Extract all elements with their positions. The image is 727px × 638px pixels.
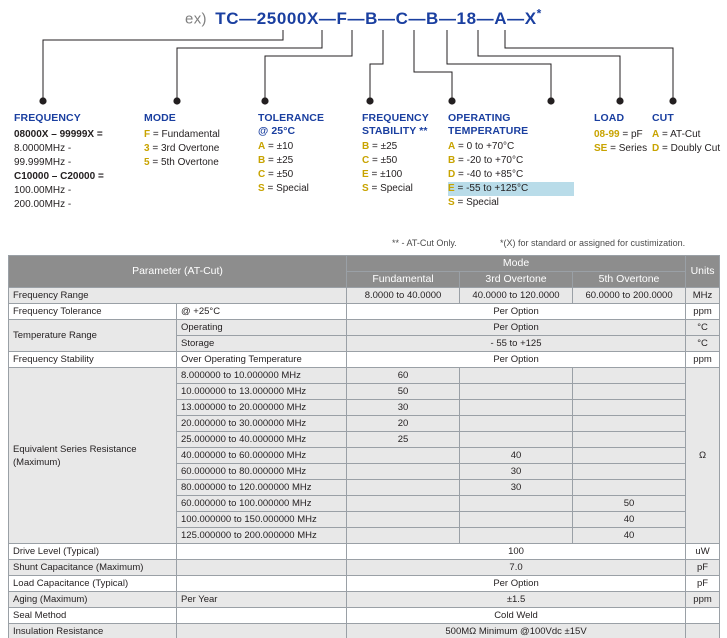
header-units: Units — [686, 256, 720, 288]
row-value: ±1.5 — [347, 592, 686, 608]
row-subparam: 60.000000 to 80.000000 MHz — [177, 464, 347, 480]
row-subparam: Storage — [177, 336, 347, 352]
legend-title-stability: FREQUENCY — [362, 112, 429, 124]
row-subparam: 40.000000 to 60.000000 MHz — [177, 448, 347, 464]
row-value — [460, 400, 573, 416]
row-value: - 55 to +125 — [347, 336, 686, 352]
legend-text: = ±25 — [372, 141, 398, 152]
row-value — [460, 528, 573, 544]
legend-title-optemp: OPERATING — [448, 112, 511, 124]
row-subparam — [177, 576, 347, 592]
row-value — [573, 416, 686, 432]
row-value — [347, 448, 460, 464]
row-value: 40 — [573, 512, 686, 528]
row-value: 50 — [573, 496, 686, 512]
row-units: pF — [686, 560, 720, 576]
legend-text: = pF — [622, 128, 643, 140]
row-subparam: 20.000000 to 30.000000 MHz — [177, 416, 347, 432]
legend-item — [258, 182, 366, 196]
legend-item — [448, 196, 574, 210]
row-subparam — [177, 608, 347, 624]
row-param-esr: Equivalent Series Resistance (Maximum) — [9, 368, 177, 544]
row-value: 60.0000 to 200.0000 — [573, 288, 686, 304]
row-value: 40 — [460, 448, 573, 464]
legend-item — [144, 142, 256, 156]
row-param: Seal Method — [9, 608, 177, 624]
row-value — [573, 480, 686, 496]
legend-text: = Doubly Cut — [662, 142, 721, 154]
legend-item — [448, 154, 574, 168]
row-param: Frequency Range — [9, 288, 347, 304]
row-units: ppm — [686, 304, 720, 320]
row-units: ppm — [686, 592, 720, 608]
row-param: Frequency Stability — [9, 352, 177, 368]
table-header-row-1 — [9, 256, 720, 272]
row-subparam: 13.000000 to 20.000000 MHz — [177, 400, 347, 416]
row-value: 100 — [347, 544, 686, 560]
row-units: °C — [686, 320, 720, 336]
legend-item — [258, 140, 366, 154]
row-value — [347, 528, 460, 544]
row-subparam — [177, 624, 347, 638]
legend-text: = ±50 — [268, 169, 294, 180]
row-value: Per Option — [347, 320, 686, 336]
table-row — [9, 624, 720, 638]
legend-key: 3 — [144, 142, 150, 154]
legend-text: = ±100 — [371, 169, 403, 180]
legend-col-operating-temperature — [448, 112, 574, 210]
row-value — [347, 496, 460, 512]
legend-key: 08-99 — [594, 128, 620, 140]
row-value — [573, 368, 686, 384]
legend-subtitle-tolerance: @ 25°C — [258, 124, 296, 137]
row-subparam — [177, 544, 347, 560]
specification-table — [8, 255, 720, 638]
legend-text: = 5th Overtone — [152, 156, 219, 168]
row-units: pF — [686, 576, 720, 592]
legend-key: S — [258, 183, 265, 194]
row-subparam: 25.000000 to 40.000000 MHz — [177, 432, 347, 448]
legend-col-frequency — [14, 112, 142, 212]
row-value: Per Option — [347, 304, 686, 320]
example-star: * — [536, 6, 542, 20]
row-value: 500MΩ Minimum @100Vdc ±15V — [347, 624, 686, 638]
row-value — [347, 512, 460, 528]
legend-text: = -55 to +125°C — [457, 183, 529, 194]
row-subparam: 100.000000 to 150.000000 MHz — [177, 512, 347, 528]
example-label: ex) — [185, 10, 207, 28]
legend-title-frequency: FREQUENCY — [14, 112, 81, 124]
row-param: Insulation Resistance — [9, 624, 177, 638]
legend-key: D — [652, 142, 660, 154]
table-row — [9, 544, 720, 560]
row-subparam: 10.000000 to 13.000000 MHz — [177, 384, 347, 400]
row-value: 30 — [460, 464, 573, 480]
row-subparam: Operating — [177, 320, 347, 336]
legend-key: B — [448, 155, 456, 166]
row-subparam: 60.000000 to 100.000000 MHz — [177, 496, 347, 512]
legend-item — [258, 154, 366, 168]
row-units — [686, 608, 720, 624]
legend-key: C — [258, 169, 266, 180]
table-row — [9, 320, 720, 336]
row-value: Per Option — [347, 352, 686, 368]
legend-item: 08000X – 99999X = — [14, 128, 103, 140]
row-units: ppm — [686, 352, 720, 368]
row-param: Drive Level (Typical) — [9, 544, 177, 560]
row-value: Per Option — [347, 576, 686, 592]
row-value: 60 — [347, 368, 460, 384]
row-param: Load Capacitance (Typical) — [9, 576, 177, 592]
table-row — [9, 560, 720, 576]
legend-title-load: LOAD — [594, 112, 625, 124]
legend-item — [144, 128, 256, 142]
row-value — [573, 464, 686, 480]
row-subparam: Over Operating Temperature — [177, 352, 347, 368]
row-value — [573, 400, 686, 416]
legend-key: E — [362, 169, 369, 180]
footnote-customization: *(X) for standard or assigned for custimization. — [500, 238, 686, 248]
legend-key: B — [362, 141, 370, 152]
row-value: 20 — [347, 416, 460, 432]
legend-key: C — [362, 155, 370, 166]
row-units — [686, 624, 720, 638]
row-param: Temperature Range — [9, 320, 177, 352]
legend-text: = 3rd Overtone — [152, 142, 220, 154]
legend-key: 5 — [144, 156, 150, 168]
row-subparam: Per Year — [177, 592, 347, 608]
legend-item — [448, 168, 574, 182]
legend-text: = -20 to +70°C — [458, 155, 524, 166]
row-value — [347, 480, 460, 496]
row-value — [460, 512, 573, 528]
row-param: Aging (Maximum) — [9, 592, 177, 608]
legend-title-cut: CUT — [652, 112, 674, 124]
legend-item: 8.0000MHz - — [14, 142, 72, 154]
table-row — [9, 368, 720, 384]
header-mode-fundamental: Fundamental — [347, 272, 460, 288]
row-subparam: 80.000000 to 120.000000 MHz — [177, 480, 347, 496]
example-code: TC—25000X—F—B—C—B—18—A—X* — [215, 6, 542, 28]
row-value: 8.0000 to 40.0000 — [347, 288, 460, 304]
table-row — [9, 304, 720, 320]
row-units: uW — [686, 544, 720, 560]
legend-item: C10000 – C20000 = — [14, 170, 104, 182]
legend-key: F — [144, 128, 151, 140]
row-value: 40.0000 to 120.0000 — [460, 288, 573, 304]
table-row — [9, 576, 720, 592]
footnote-at-cut: ** - AT-Cut Only. — [392, 238, 457, 248]
legend-col-mode — [144, 112, 256, 170]
legend-key: B — [258, 155, 266, 166]
legend-col-cut — [652, 112, 727, 156]
legend-text: = ±50 — [372, 155, 398, 166]
row-units-esr: Ω — [686, 368, 720, 544]
legend-text: = -40 to +85°C — [458, 169, 524, 180]
legend-text: = Special — [457, 197, 499, 208]
row-value — [460, 384, 573, 400]
legend-key: S — [448, 197, 455, 208]
legend-item — [144, 156, 256, 170]
legend-key: E — [448, 183, 455, 194]
table-row — [9, 352, 720, 368]
row-value — [460, 368, 573, 384]
legend-item: 200.00MHz - — [14, 198, 72, 210]
legend-text: = 0 to +70°C — [458, 141, 515, 152]
legend-key: A — [258, 141, 266, 152]
header-mode: Mode — [347, 256, 686, 272]
legend-item — [448, 140, 574, 154]
table-row — [9, 592, 720, 608]
connector-lines — [0, 0, 727, 130]
row-value — [460, 496, 573, 512]
row-value — [460, 432, 573, 448]
row-value: 40 — [573, 528, 686, 544]
legend-text: = Special — [371, 183, 413, 194]
legend-text: = Special — [267, 183, 309, 194]
legend-subtitle-stability: STABILITY ** — [362, 124, 428, 137]
legend-item — [258, 168, 366, 182]
legend-item — [652, 142, 727, 156]
legend-text: = Fundamental — [152, 128, 220, 140]
table-row — [9, 288, 720, 304]
row-value — [573, 384, 686, 400]
legend-key: A — [448, 141, 456, 152]
row-param: Shunt Capacitance (Maximum) — [9, 560, 177, 576]
row-value: 30 — [460, 480, 573, 496]
row-value: Cold Weld — [347, 608, 686, 624]
legend-key: SE — [594, 142, 608, 154]
row-units: °C — [686, 336, 720, 352]
legend-key: S — [362, 183, 369, 194]
legend-text: = ±10 — [268, 141, 294, 152]
legend-text: = ±25 — [268, 155, 294, 166]
legend-subtitle-optemp: TEMPERATURE — [448, 124, 529, 137]
header-mode-3rd: 3rd Overtone — [460, 272, 573, 288]
row-value — [573, 432, 686, 448]
legend-title-mode: MODE — [144, 112, 176, 124]
row-subparam — [177, 560, 347, 576]
row-value: 30 — [347, 400, 460, 416]
legend-col-tolerance — [258, 112, 366, 196]
legend-columns — [0, 112, 727, 237]
row-subparam: 8.000000 to 10.000000 MHz — [177, 368, 347, 384]
row-subparam: 125.000000 to 200.000000 MHz — [177, 528, 347, 544]
row-value: 7.0 — [347, 560, 686, 576]
row-value: 25 — [347, 432, 460, 448]
row-units: MHz — [686, 288, 720, 304]
row-subparam: @ +25°C — [177, 304, 347, 320]
legend-item: 100.00MHz - — [14, 184, 72, 196]
legend-key: D — [448, 169, 456, 180]
row-value — [573, 448, 686, 464]
table-row — [9, 608, 720, 624]
legend-key: A — [652, 128, 660, 140]
row-value: 50 — [347, 384, 460, 400]
legend-text: = AT-Cut — [662, 128, 701, 140]
legend-text: = Series — [610, 142, 648, 154]
legend-item-highlighted — [448, 182, 574, 196]
row-value — [347, 464, 460, 480]
header-mode-5th: 5th Overtone — [573, 272, 686, 288]
legend-item — [652, 128, 727, 142]
row-param: Frequency Tolerance — [9, 304, 177, 320]
legend-title-tolerance: TOLERANCE — [258, 112, 325, 124]
legend-item: 99.999MHz - — [14, 156, 72, 168]
row-value — [460, 416, 573, 432]
header-parameter: Parameter (AT-Cut) — [9, 256, 347, 288]
